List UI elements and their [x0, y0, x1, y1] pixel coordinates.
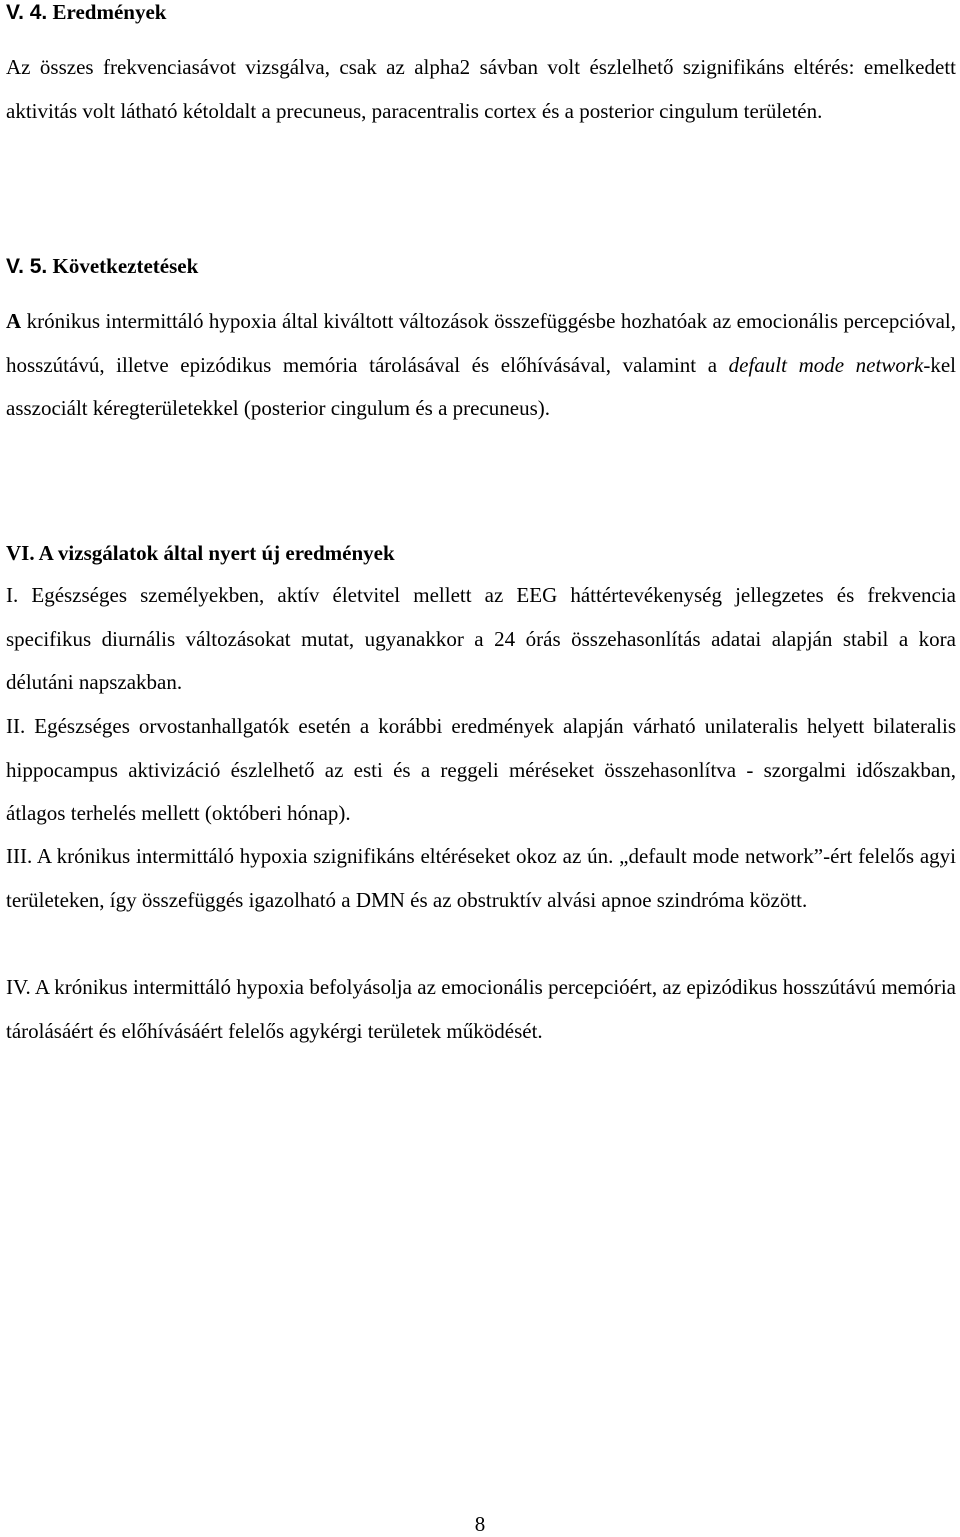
section-heading-v4 — [6, 0, 956, 25]
italic-term: default mode network — [728, 352, 924, 377]
page-number: 8 — [474, 1512, 486, 1536]
section-title: Eredmények — [52, 0, 167, 24]
finding-numeral: III. — [6, 844, 33, 868]
finding-item-2 — [6, 705, 956, 836]
section-heading-v5 — [6, 254, 956, 279]
finding-text: A krónikus intermittáló hypoxia szignifikáns eltéréseket okoz az ún. „default mode network”-ért felelős agyi területeken, így összefüggés igazolható a DMN és az obstruktív alvási apnoe szindróma között. — [6, 844, 956, 912]
section-heading-vi: VI. A vizsgálatok által nyert új eredmények — [6, 541, 395, 565]
finding-numeral: II. — [6, 714, 26, 738]
finding-numeral: IV. — [6, 975, 31, 999]
finding-text: Egészséges személyekben, aktív életvitel mellett az EEG háttértevékenység jellegzetes és frekvencia specifikus diurnális változásokat mutat, ugyanakkor a 24 órás összehasonlítás adatai alapján stabil a kora délutáni napszakban. — [6, 583, 956, 694]
finding-text: A krónikus intermittáló hypoxia befolyásolja az emocionális percepcióért, az epizódikus hosszútávú memória tárolásáért és előhívásáért felelős agykérgi területek működését. — [6, 975, 956, 1043]
section-number: V. 4. — [6, 1, 48, 24]
paragraph-text: -kel asszociált kéregterületekkel (posterior cingulum és a precuneus). — [6, 352, 956, 420]
finding-text: Egészséges orvostanhallgatók esetén a korábbi eredmények alapján várható unilateralis helyett bilateralis hippocampus aktivizáció észlelhető az esti és a reggeli méréseket összehasonlítva - szorgalmi időszakban, átlagos terhelés mellett (októberi hónap). — [6, 714, 956, 825]
section-title: Következtetések — [52, 254, 199, 278]
finding-item-4 — [6, 966, 956, 1053]
section-v4-paragraph: Az összes frekvenciasávot vizsgálva, csak az alpha2 sávban volt észlelhető szignifikáns eltérés: emelkedett aktivitás volt látható kétoldalt a precuneus, paracentralis cortex és a posterior cingulum területén. — [6, 55, 956, 123]
section-number: V. 5. — [6, 255, 48, 278]
paragraph-text: krónikus intermittáló hypoxia által kiváltott változások összefüggésbe hozhatóak az emocionális percepcióval, hosszútávú, illetve epizódikus memória tárolásával és előhívásával, valamint a — [6, 309, 956, 377]
lead-letter: A — [6, 309, 22, 333]
finding-numeral: I. — [6, 583, 19, 607]
document-page — [6, 0, 956, 1537]
finding-item-1 — [6, 574, 956, 705]
finding-item-3 — [6, 835, 956, 922]
section-v5-paragraph — [6, 300, 956, 431]
